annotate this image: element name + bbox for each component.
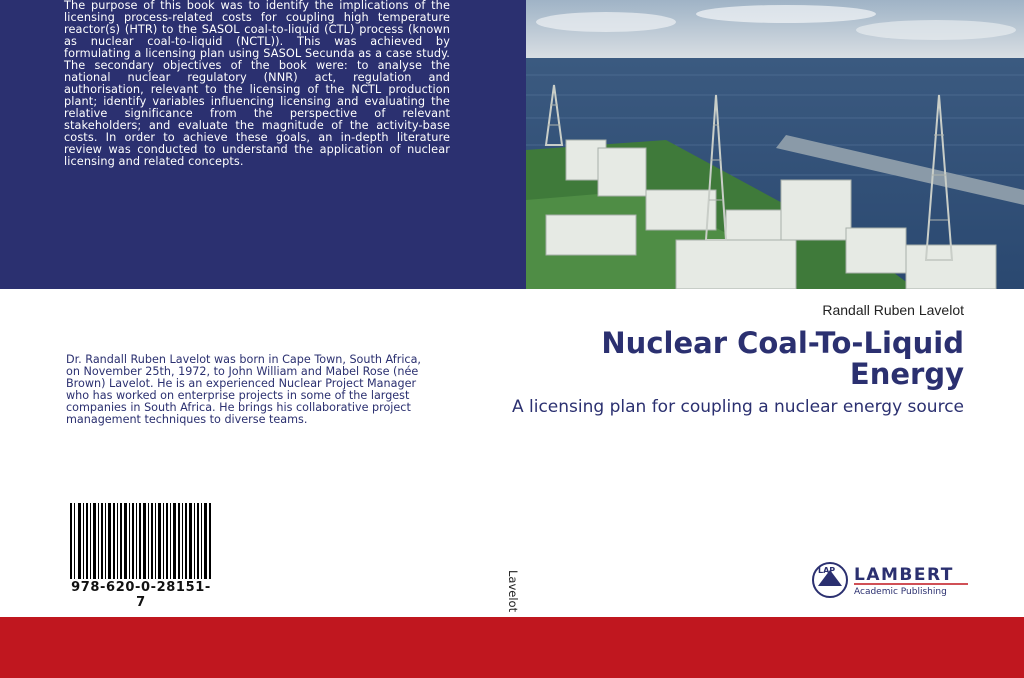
book-title: Nuclear Coal-To-Liquid Energy	[601, 326, 964, 391]
isbn-barcode	[70, 503, 212, 579]
author-bio: Dr. Randall Ruben Lavelot was born in Cape Town, South Africa, on November 25th, 1972, to John William and Mabel Rose (née Brown) Lavelot. He is an experienced Nuclear Project Manager who has worked on enterprise projects in some of the largest companies in South Africa. He brings his collaborative project management techniques to diverse teams.	[66, 353, 421, 427]
back-cover-blurb: The purpose of this book was to identify the implications of the licensing process-related costs for coupling high temperature reactor(s) (HTR) to the SASOL coal-to-liquid (CTL) process (known as nuclear coal-to-liquid (NCTL)). This was achieved by formulating a licensing plan using SASOL Secunda as a case study. The secondary objectives of the book were: to analyse the national nuclear regulatory (NNR) act, regulation and authorisation, relevant to the licensing of the NCTL production plant; identify variables influencing licensing and evaluating the relative significance from the perspective of relevant stakeholders; and evaluate the magnitude of the activity-base costs. In order to achieve these goals, an in-depth literature review was conducted to understand the application of nuclear licensing and related concepts.	[64, 0, 450, 168]
bottom-red-band	[0, 617, 1024, 678]
publisher-name: LAMBERT	[854, 565, 954, 585]
book-subtitle: A licensing plan for coupling a nuclear energy source	[511, 397, 964, 417]
cover-photo-nuclear-plant	[526, 0, 1024, 289]
front-cover-author: Randall Ruben Lavelot	[822, 302, 964, 318]
spine-author: Lavelot	[506, 570, 520, 613]
publisher-tagline: Academic Publishing	[854, 587, 947, 597]
publisher-logo-mark: LAP	[818, 566, 836, 575]
isbn-number: 978-620-0-28151-7	[71, 580, 211, 610]
publisher-logo	[810, 560, 970, 600]
